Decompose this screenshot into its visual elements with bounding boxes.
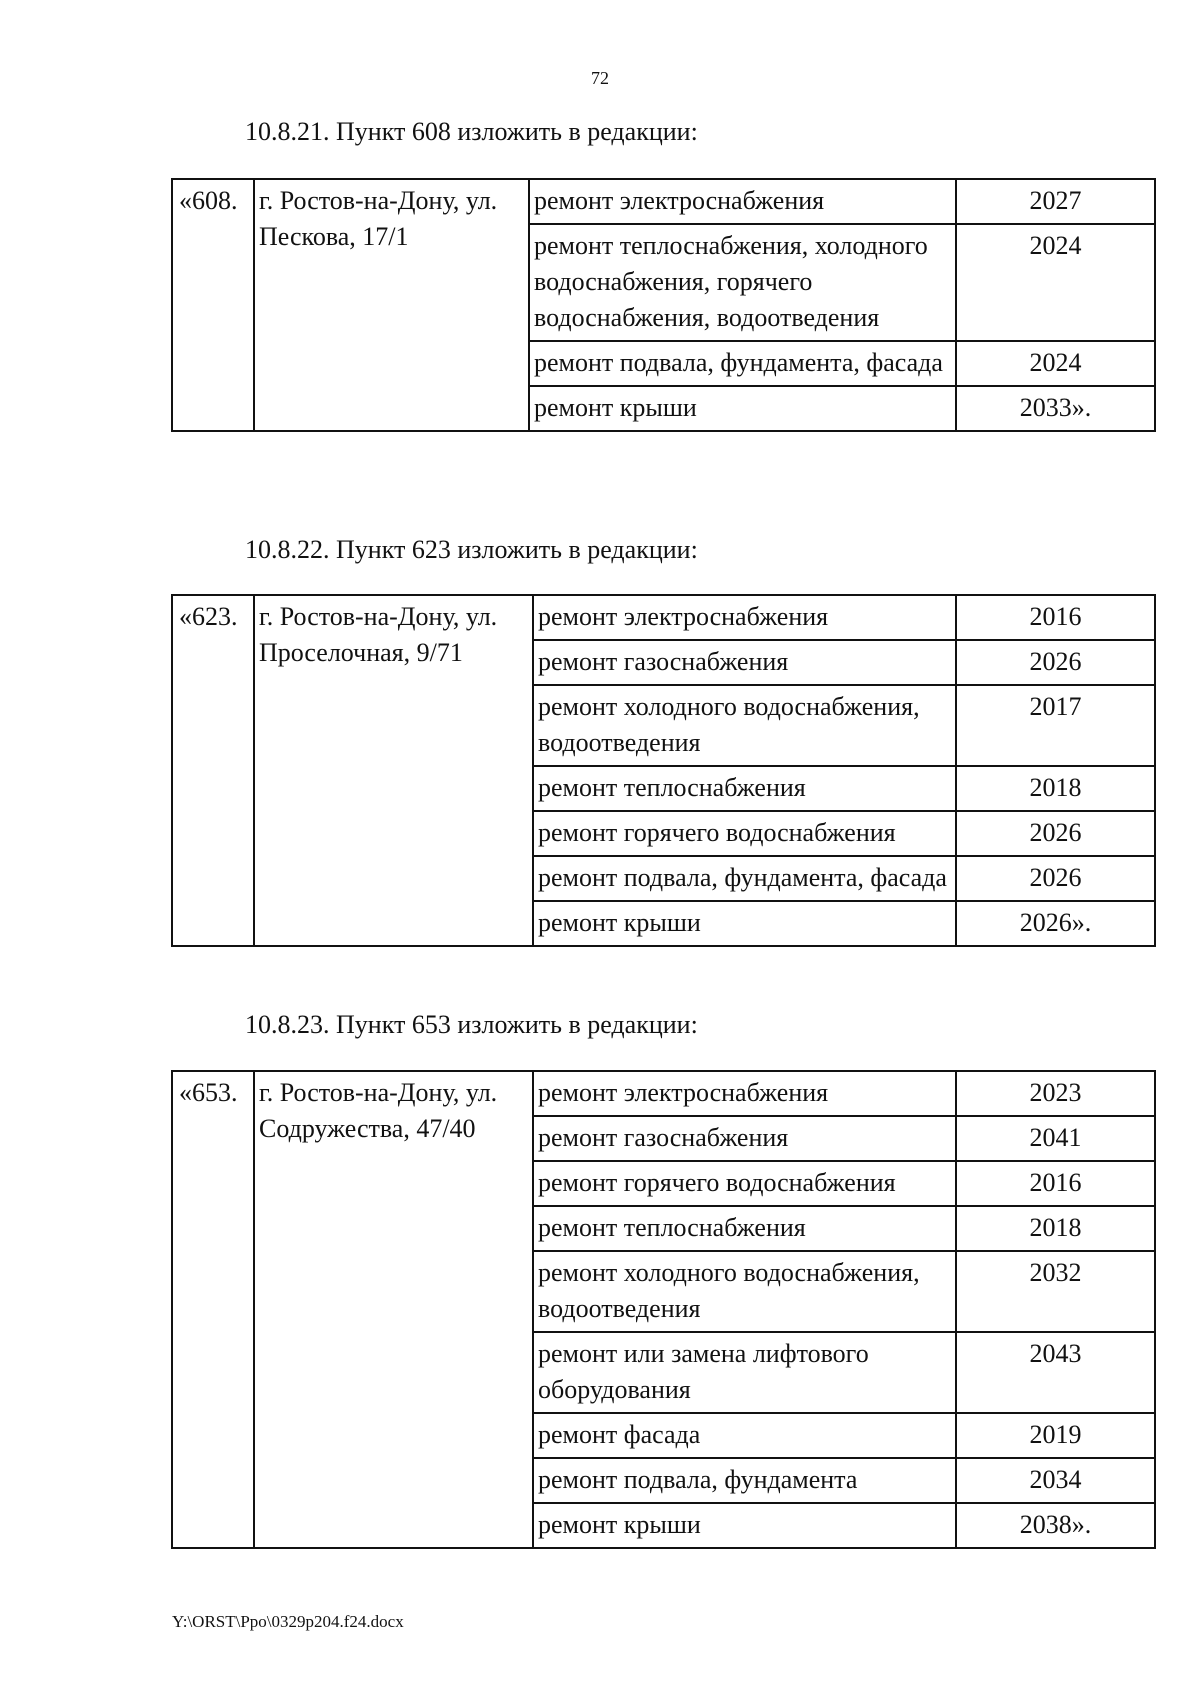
page-number: 72 <box>591 68 609 88</box>
work-cell: ремонт горячего водоснабжения <box>533 1161 956 1206</box>
item-number: «653. <box>172 1071 254 1548</box>
year-cell: 2038». <box>956 1503 1155 1548</box>
year-cell: 2026». <box>956 901 1155 946</box>
work-cell: ремонт электроснабжения <box>533 1071 956 1116</box>
year-cell: 2018 <box>956 1206 1155 1251</box>
work-cell: ремонт холодного водоснабжения, водоотведения <box>533 685 956 766</box>
repair-table <box>171 594 1156 947</box>
work-cell: ремонт теплоснабжения, холодного водоснабжения, горячего водоснабжения, водоотведения <box>529 224 956 341</box>
year-cell: 2033». <box>956 386 1155 431</box>
repair-table <box>171 1070 1156 1549</box>
work-cell: ремонт крыши <box>533 901 956 946</box>
year-cell: 2032 <box>956 1251 1155 1332</box>
year-cell: 2027 <box>956 179 1155 224</box>
year-cell: 2043 <box>956 1332 1155 1413</box>
year-cell: 2024 <box>956 224 1155 341</box>
work-cell: ремонт теплоснабжения <box>533 766 956 811</box>
year-cell: 2018 <box>956 766 1155 811</box>
repair-table <box>171 178 1156 432</box>
year-cell: 2024 <box>956 341 1155 386</box>
year-cell: 2034 <box>956 1458 1155 1503</box>
table-row <box>172 179 1155 224</box>
year-cell: 2026 <box>956 811 1155 856</box>
table-row <box>172 1071 1155 1116</box>
year-cell: 2016 <box>956 595 1155 640</box>
work-cell: ремонт подвала, фундамента, фасада <box>533 856 956 901</box>
address-cell: г. Ростов-на-Дону, ул. Пескова, 17/1 <box>254 179 529 431</box>
address-cell: г. Ростов-на-Дону, ул. Проселочная, 9/71 <box>254 595 533 946</box>
item-number: «608. <box>172 179 254 431</box>
work-cell: ремонт или замена лифтового оборудования <box>533 1332 956 1413</box>
work-cell: ремонт подвала, фундамента <box>533 1458 956 1503</box>
year-cell: 2023 <box>956 1071 1155 1116</box>
section-heading: 10.8.23. Пункт 653 изложить в редакции: <box>245 1010 698 1039</box>
work-cell: ремонт электроснабжения <box>529 179 956 224</box>
year-cell: 2019 <box>956 1413 1155 1458</box>
work-cell: ремонт газоснабжения <box>533 1116 956 1161</box>
year-cell: 2041 <box>956 1116 1155 1161</box>
year-cell: 2026 <box>956 856 1155 901</box>
work-cell: ремонт крыши <box>533 1503 956 1548</box>
table-row <box>172 595 1155 640</box>
section-heading: 10.8.22. Пункт 623 изложить в редакции: <box>245 535 698 564</box>
work-cell: ремонт газоснабжения <box>533 640 956 685</box>
work-cell: ремонт холодного водоснабжения, водоотведения <box>533 1251 956 1332</box>
work-cell: ремонт теплоснабжения <box>533 1206 956 1251</box>
address-cell: г. Ростов-на-Дону, ул. Содружества, 47/40 <box>254 1071 533 1548</box>
file-path-footer: Y:\ORST\Ppo\0329p204.f24.docx <box>172 1612 404 1631</box>
item-number: «623. <box>172 595 254 946</box>
work-cell: ремонт фасада <box>533 1413 956 1458</box>
year-cell: 2026 <box>956 640 1155 685</box>
year-cell: 2017 <box>956 685 1155 766</box>
year-cell: 2016 <box>956 1161 1155 1206</box>
work-cell: ремонт крыши <box>529 386 956 431</box>
work-cell: ремонт горячего водоснабжения <box>533 811 956 856</box>
work-cell: ремонт электроснабжения <box>533 595 956 640</box>
work-cell: ремонт подвала, фундамента, фасада <box>529 341 956 386</box>
section-heading: 10.8.21. Пункт 608 изложить в редакции: <box>245 117 698 146</box>
